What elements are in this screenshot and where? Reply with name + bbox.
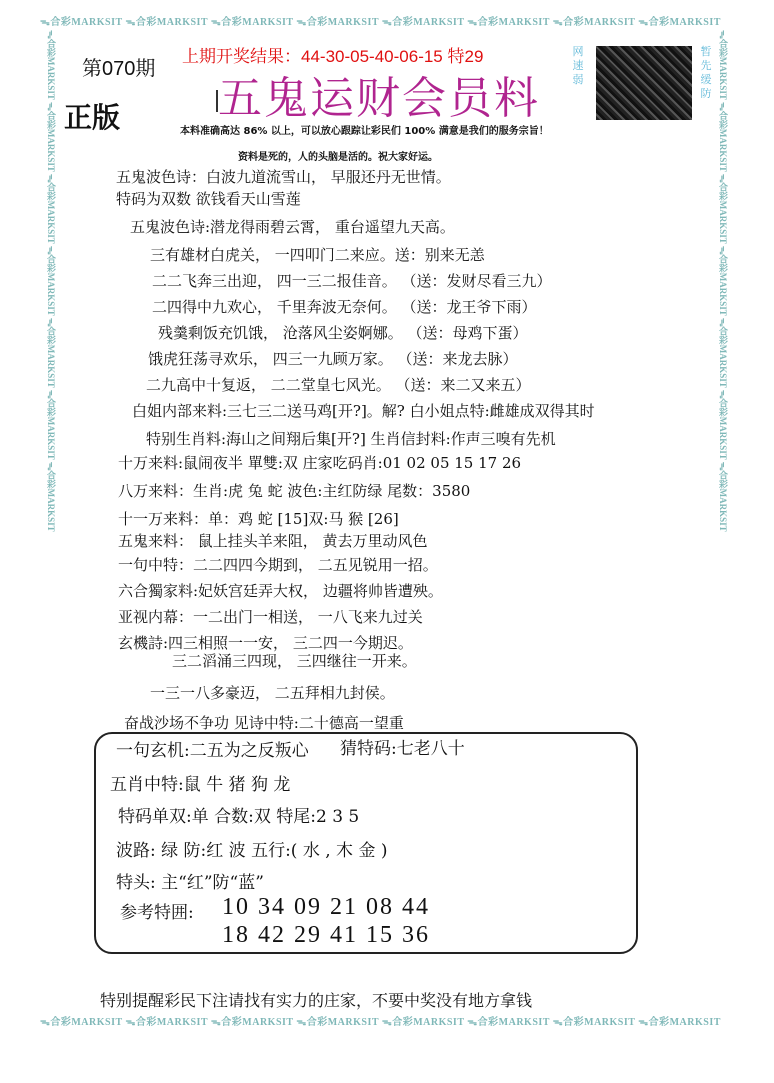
page-title: 五鬼运财会员料 <box>218 73 540 124</box>
info-line: 三二滔涌三四现， 三四继往一开来。 <box>172 652 417 670</box>
top-watermark-border: ᯓ合彩MARKSIT ᯓ合彩MARKSIT ᯓ合彩MARKSIT ᯓ合彩MARKSIT ᯓ合彩MARKSIT ᯓ合彩MARKSIT ᯓ合彩MARKSIT ᯓ合彩MARKSIT <box>40 17 721 28</box>
poem-line: 残羹剩饭充饥饿， 沧落风尘姿婀娜。 （送：母鸡下蛋） <box>158 324 528 342</box>
poem-line: 二二飞奔三出迎， 四一三二报佳音。 （送：发财尽看三九） <box>152 272 552 290</box>
side-text-left: 网速弱 <box>572 45 584 86</box>
box-ref-label: 参考特囲: <box>120 903 194 923</box>
info-line: 玄機詩:四三相照一一安， 三二四一今期迟。 <box>118 634 413 652</box>
box-guess-code: 猜特码:七老八十 <box>340 739 465 759</box>
box-riddle: 一句玄机:二五为之反叛心 <box>116 741 309 761</box>
slogan-accuracy: 本料准确高达 86% 以上，可以放心跟踪让彩民们 100% 满意是我们的服务宗旨！ <box>180 126 549 137</box>
box-head: 特头: 主“红”防“蓝” <box>116 873 264 893</box>
bottom-watermark-border: ᯓ合彩MARKSIT ᯓ合彩MARKSIT ᯓ合彩MARKSIT ᯓ合彩MARKSIT ᯓ合彩MARKSIT ᯓ合彩MARKSIT ᯓ合彩MARKSIT ᯓ合彩MARKSIT <box>40 1017 721 1028</box>
box-wave: 波路: 绿 防:红 波 五行:( 水 , 木 金 ) <box>116 841 388 861</box>
qr-code-image <box>596 46 692 120</box>
last-draw-result: 上期开奖结果：44-30-05-40-06-15 特29 <box>182 47 484 66</box>
genuine-label: 正版 <box>64 101 121 134</box>
left-watermark-border: ᯓ合彩MARKSIT ᯓ合彩MARKSIT ᯓ合彩MARKSIT ᯓ合彩MARKSIT ᯓ合彩MARKSIT ᯓ合彩MARKSIT ᯓ合彩MARKSIT <box>46 30 56 532</box>
poem-line: 饿虎狂荡寻欢乐， 四三一九顾万家。 （送：来龙去脉） <box>148 350 518 368</box>
info-line: 八万来料：生肖:虎 兔 蛇 波色:主红防绿 尾数：3580 <box>118 482 471 500</box>
side-text-right: 暂先缓防 <box>700 45 712 100</box>
info-line: 白姐内部来料:三七三二送马鸡[开?]。解? 白小姐点特:雌雄成双得其时 <box>132 402 595 420</box>
info-line: 十万来料:鼠闹夜半 單雙:双 庄家吃码肖:01 02 05 15 17 26 <box>118 454 522 472</box>
poem-line: 二九高中十复返， 二二堂皇七风光。 （送：来二又来五） <box>146 376 531 394</box>
slogan-luck: 资料是死的，人的头脑是活的。祝大家好运。 <box>238 152 438 163</box>
info-line: 亚视内幕：一二出门一相送， 一八飞来九过关 <box>118 608 423 626</box>
box-odd-even: 特码单双:单 合数:双 特尾:2 3 5 <box>118 807 360 827</box>
info-line: 十一万来料：单：鸡 蛇 [15]双:马 猴 [26] <box>118 510 399 528</box>
right-watermark-border: ᯓ合彩MARKSIT ᯓ合彩MARKSIT ᯓ合彩MARKSIT ᯓ合彩MARKSIT ᯓ合彩MARKSIT ᯓ合彩MARKSIT ᯓ合彩MARKSIT <box>718 30 728 532</box>
poem-line: 二四得中九欢心， 千里奔波无奈何。 （送：龙王爷下雨） <box>152 298 537 316</box>
poem-line: 特码为双数 欲钱看天山雪莲 <box>116 190 301 208</box>
footer-reminder: 特别提醒彩民下注请找有实力的庄家，不要中奖没有地方拿钱 <box>100 991 533 1010</box>
poem-line: 三有雄材白虎关， 一四叩门二来应。送：别来无恙 <box>150 246 485 264</box>
issue-number: 第070期 <box>82 58 156 80</box>
info-line: 奋战沙场不争功 见诗中特:二十德高一望重 <box>124 714 404 732</box>
box-ref-numbers-1: 10 34 09 21 08 44 <box>222 894 430 920</box>
info-line: 一三一八多豪迈， 二五拜相九封侯。 <box>150 684 395 702</box>
poem-line: 五鬼波色诗：白波九道流雪山， 早服还丹无世情。 <box>116 168 451 186</box>
info-line: 五鬼来料： 鼠上挂头羊来阻， 黄去万里动风色 <box>118 532 428 550</box>
box-five-zodiac: 五肖中特:鼠 牛 猪 狗 龙 <box>110 775 291 795</box>
info-line: 六合獨家料:妃妖宫廷弄大权， 边疆将帅皆遭殃。 <box>118 582 443 600</box>
box-ref-numbers-2: 18 42 29 41 15 36 <box>222 922 430 948</box>
info-line: 一句中特：二二四四今期到， 二五见锐用一招。 <box>118 556 438 574</box>
info-line: 特别生肖料:海山之间翔后集[开?] 生肖信封料:作声三嗅有先机 <box>146 430 556 448</box>
poem-line: 五鬼波色诗:潜龙得雨碧云霄， 重台遥望九天高。 <box>130 218 455 236</box>
